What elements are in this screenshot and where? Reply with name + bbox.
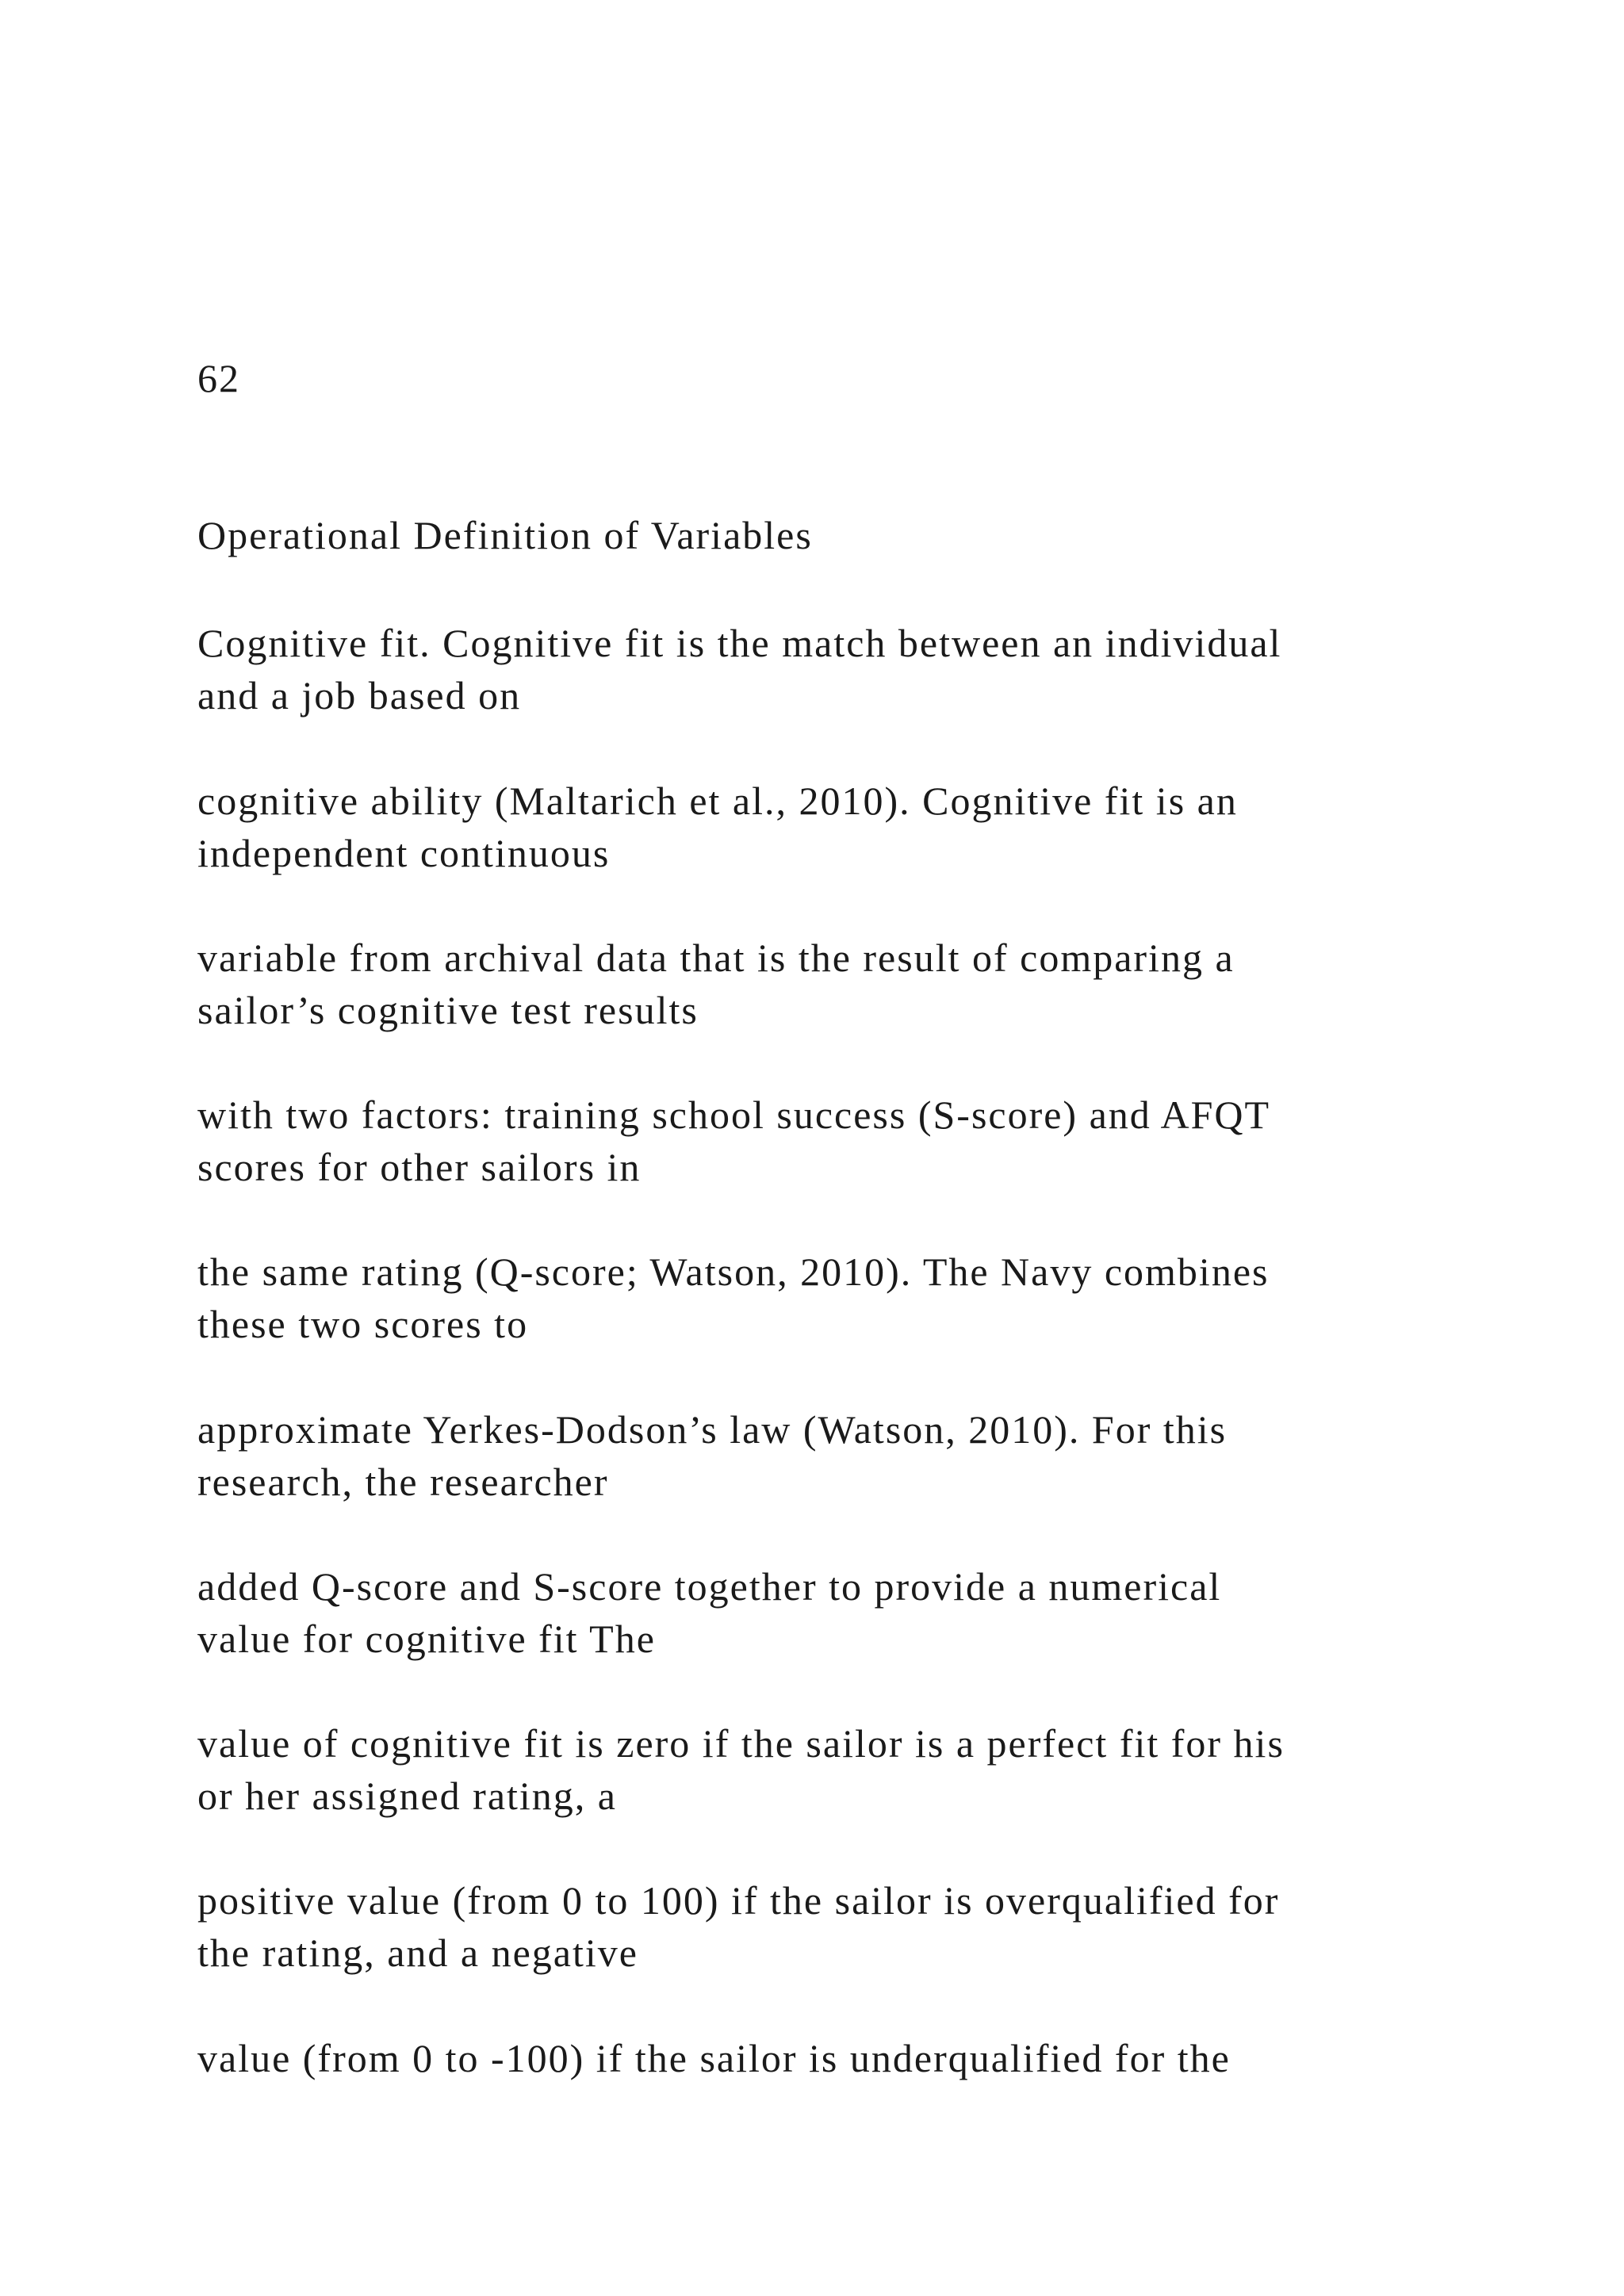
paragraph-line: the rating, and a negative — [197, 1931, 638, 1975]
section-heading: Operational Definition of Variables — [197, 513, 813, 557]
paragraph-line: sailor’s cognitive test results — [197, 988, 699, 1032]
paragraph-line: cognitive ability (Maltarich et al., 2010). Cognitive fit is an — [197, 779, 1238, 823]
paragraph-line: approximate Yerkes-Dodson’s law (Watson, 2010). For this — [197, 1407, 1228, 1452]
paragraph-line: the same rating (Q-score; Watson, 2010). The Navy combines — [197, 1249, 1270, 1294]
paragraph — [197, 1089, 1466, 1193]
paragraph-line: research, the researcher — [197, 1460, 609, 1504]
paragraph-line: with two factors: training school success (S-score) and AFQT — [197, 1093, 1271, 1137]
paragraph — [197, 1874, 1466, 1979]
paragraph — [197, 1403, 1466, 1508]
paragraph — [197, 617, 1466, 721]
paragraph-line: value (from 0 to -100) if the sailor is underqualified for the — [197, 2036, 1231, 2080]
paragraph — [197, 932, 1466, 1036]
paragraph-line: variable from archival data that is the result of comparing a — [197, 936, 1235, 980]
paragraph — [197, 2032, 1466, 2084]
paragraph — [197, 1717, 1466, 1822]
paragraph-line: value of cognitive fit is zero if the sailor is a perfect fit for his — [197, 1721, 1285, 1766]
paragraph — [197, 775, 1466, 879]
paragraph-line: and a job based on — [197, 673, 522, 718]
paragraph-line: these two scores to — [197, 1302, 529, 1346]
paragraph-line: independent continuous — [197, 831, 611, 875]
paragraph-line: value for cognitive fit The — [197, 1617, 656, 1661]
paragraph-line: positive value (from 0 to 100) if the sailor is overqualified for — [197, 1878, 1280, 1923]
paragraph-line: scores for other sailors in — [197, 1145, 642, 1189]
page-number: 62 — [197, 356, 240, 400]
paragraph-line: added Q-score and S-score together to provide a numerical — [197, 1564, 1222, 1609]
paragraph-line: Cognitive fit. Cognitive fit is the match between an individual — [197, 621, 1282, 665]
paragraph-line: or her assigned rating, a — [197, 1774, 618, 1818]
paragraph — [197, 1560, 1466, 1665]
paragraph — [197, 1246, 1466, 1350]
